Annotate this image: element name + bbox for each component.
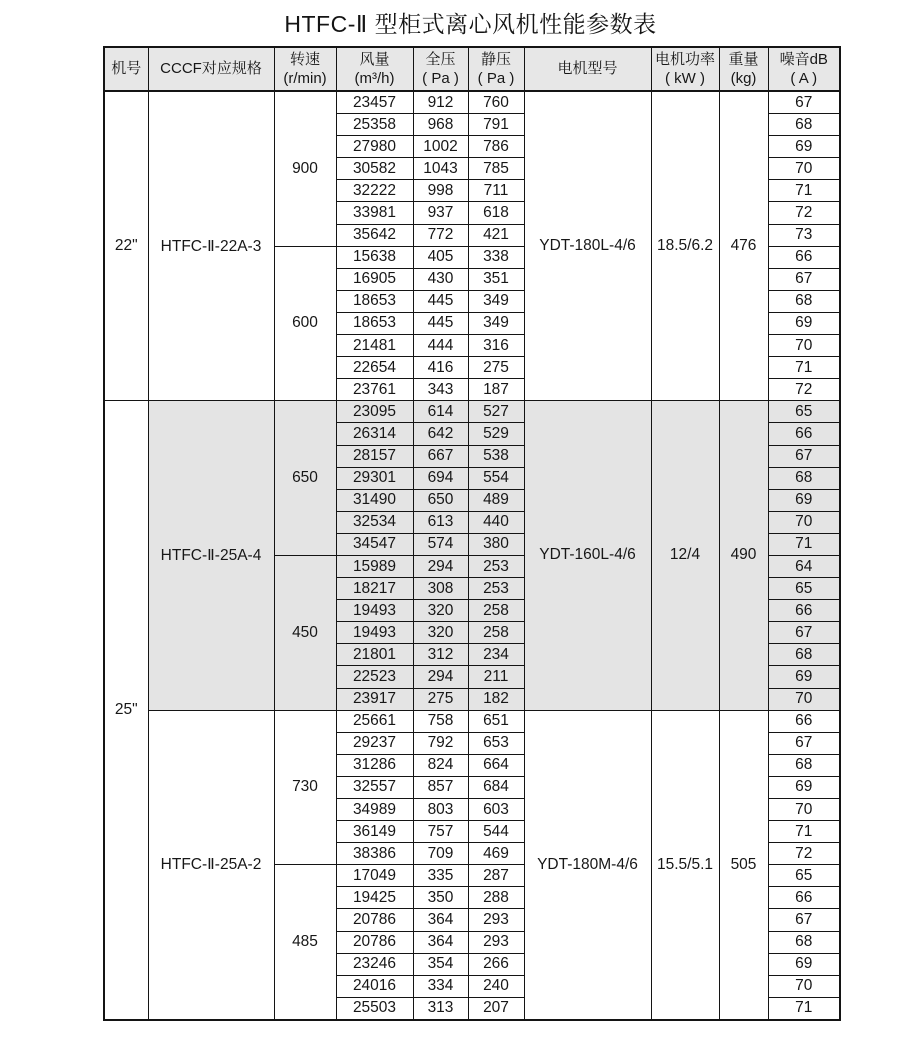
motor-model-cell: YDT-180M-4/6 [524,710,651,1020]
static-pressure-cell: 651 [468,710,524,732]
air-volume-cell: 32557 [336,776,413,798]
noise-cell: 72 [768,379,840,401]
air-volume-cell: 34547 [336,533,413,555]
static-pressure-cell: 653 [468,732,524,754]
col-header-weight [719,47,768,91]
speed-cell: 730 [274,710,336,865]
col-header-label: 转速 [289,50,320,68]
speed-cell: 650 [274,401,336,556]
air-volume-cell: 27980 [336,136,413,158]
static-pressure-cell: 234 [468,644,524,666]
static-pressure-cell: 187 [468,379,524,401]
noise-cell: 68 [768,754,840,776]
noise-cell: 68 [768,644,840,666]
static-pressure-cell: 538 [468,445,524,467]
total-pressure-cell: 313 [413,997,468,1020]
air-volume-cell: 29237 [336,732,413,754]
motor-model-cell: YDT-160L-4/6 [524,401,651,710]
total-pressure-cell: 364 [413,931,468,953]
noise-cell: 69 [768,489,840,511]
col-header-jihao [104,47,148,91]
col-header-speed [274,47,336,91]
air-volume-cell: 17049 [336,865,413,887]
static-pressure-cell: 293 [468,909,524,931]
total-pressure-cell: 334 [413,975,468,997]
static-pressure-cell: 791 [468,114,524,136]
table-row [104,710,840,732]
noise-cell: 70 [768,975,840,997]
noise-cell: 65 [768,865,840,887]
total-pressure-cell: 803 [413,799,468,821]
static-pressure-cell: 288 [468,887,524,909]
col-header-label: 全压 [425,50,456,68]
static-pressure-cell: 554 [468,467,524,489]
air-volume-cell: 23246 [336,953,413,975]
air-volume-cell: 31490 [336,489,413,511]
noise-cell: 71 [768,821,840,843]
total-pressure-cell: 445 [413,312,468,334]
noise-cell: 70 [768,688,840,710]
motor-model-cell: YDT-180L-4/6 [524,91,651,401]
total-pressure-cell: 444 [413,335,468,357]
static-pressure-cell: 527 [468,401,524,423]
static-pressure-cell: 338 [468,246,524,268]
noise-cell: 73 [768,224,840,246]
noise-cell: 71 [768,357,840,379]
air-volume-cell: 23917 [336,688,413,710]
machine-size-cell: 25" [104,401,148,1020]
air-volume-cell: 18653 [336,290,413,312]
air-volume-cell: 30582 [336,158,413,180]
speed-cell: 450 [274,555,336,710]
static-pressure-cell: 786 [468,136,524,158]
total-pressure-cell: 792 [413,732,468,754]
air-volume-cell: 32222 [336,180,413,202]
col-header-label: 电机功率 [654,50,715,68]
noise-cell: 69 [768,666,840,688]
static-pressure-cell: 349 [468,312,524,334]
static-pressure-cell: 182 [468,688,524,710]
noise-cell: 67 [768,268,840,290]
total-pressure-cell: 320 [413,600,468,622]
static-pressure-cell: 380 [468,533,524,555]
col-header-sub: ( A ) [790,70,818,87]
noise-cell: 70 [768,799,840,821]
col-header-label: 噪音dB [779,50,828,68]
total-pressure-cell: 294 [413,666,468,688]
col-header-sub: ( kW ) [665,70,705,87]
static-pressure-cell: 275 [468,357,524,379]
total-pressure-cell: 350 [413,887,468,909]
air-volume-cell: 23457 [336,91,413,114]
static-pressure-cell: 489 [468,489,524,511]
static-pressure-cell: 711 [468,180,524,202]
total-pressure-cell: 824 [413,754,468,776]
col-header-label: 电机型号 [557,60,618,78]
static-pressure-cell: 684 [468,776,524,798]
air-volume-cell: 24016 [336,975,413,997]
total-pressure-cell: 1043 [413,158,468,180]
static-pressure-cell: 211 [468,666,524,688]
air-volume-cell: 18217 [336,578,413,600]
air-volume-cell: 32534 [336,511,413,533]
air-volume-cell: 15638 [336,246,413,268]
motor-power-cell: 12/4 [651,401,719,710]
static-pressure-cell: 785 [468,158,524,180]
air-volume-cell: 20786 [336,931,413,953]
noise-cell: 67 [768,91,840,114]
col-header-total [413,47,468,91]
col-header-sub: (m³/h) [354,70,395,87]
air-volume-cell: 21481 [336,335,413,357]
total-pressure-cell: 335 [413,865,468,887]
total-pressure-cell: 614 [413,401,468,423]
air-volume-cell: 34989 [336,799,413,821]
total-pressure-cell: 312 [413,644,468,666]
static-pressure-cell: 207 [468,997,524,1020]
air-volume-cell: 33981 [336,202,413,224]
static-pressure-cell: 440 [468,511,524,533]
noise-cell: 68 [768,290,840,312]
noise-cell: 67 [768,445,840,467]
static-pressure-cell: 253 [468,555,524,577]
total-pressure-cell: 308 [413,578,468,600]
col-header-noise [768,47,840,91]
noise-cell: 70 [768,335,840,357]
static-pressure-cell: 349 [468,290,524,312]
col-header-label: 风量 [359,50,390,68]
total-pressure-cell: 320 [413,622,468,644]
noise-cell: 66 [768,887,840,909]
motor-power-cell: 15.5/5.1 [651,710,719,1020]
col-header-label: 机号 [111,60,142,78]
static-pressure-cell: 760 [468,91,524,114]
noise-cell: 65 [768,578,840,600]
static-pressure-cell: 544 [468,821,524,843]
table-body [104,91,840,1020]
air-volume-cell: 18653 [336,312,413,334]
col-header-label: CCCF对应规格 [160,60,262,78]
noise-cell: 68 [768,114,840,136]
speed-cell: 485 [274,865,336,1020]
static-pressure-cell: 293 [468,931,524,953]
static-pressure-cell: 253 [468,578,524,600]
noise-cell: 68 [768,931,840,953]
static-pressure-cell: 664 [468,754,524,776]
static-pressure-cell: 421 [468,224,524,246]
fan-performance-table [103,46,841,1021]
noise-cell: 67 [768,732,840,754]
total-pressure-cell: 650 [413,489,468,511]
col-header-label: 静压 [480,50,511,68]
total-pressure-cell: 354 [413,953,468,975]
col-header-sub: ( Pa ) [422,70,459,87]
total-pressure-cell: 405 [413,246,468,268]
noise-cell: 66 [768,246,840,268]
total-pressure-cell: 912 [413,91,468,114]
total-pressure-cell: 667 [413,445,468,467]
air-volume-cell: 26314 [336,423,413,445]
static-pressure-cell: 351 [468,268,524,290]
air-volume-cell: 35642 [336,224,413,246]
air-volume-cell: 28157 [336,445,413,467]
page-title: HTFC-Ⅱ 型柜式离心风机性能参数表 [284,11,657,37]
noise-cell: 67 [768,622,840,644]
noise-cell: 68 [768,467,840,489]
total-pressure-cell: 694 [413,467,468,489]
air-volume-cell: 23095 [336,401,413,423]
col-header-cccf [148,47,274,91]
noise-cell: 70 [768,511,840,533]
air-volume-cell: 19493 [336,600,413,622]
header-row [104,47,840,91]
total-pressure-cell: 574 [413,533,468,555]
col-header-sub: (r/min) [283,70,327,87]
noise-cell: 71 [768,180,840,202]
air-volume-cell: 25661 [336,710,413,732]
col-header-static [468,47,524,91]
total-pressure-cell: 758 [413,710,468,732]
air-volume-cell: 19493 [336,622,413,644]
static-pressure-cell: 258 [468,600,524,622]
noise-cell: 66 [768,710,840,732]
col-header-power [651,47,719,91]
table-row [104,401,840,423]
air-volume-cell: 20786 [336,909,413,931]
total-pressure-cell: 998 [413,180,468,202]
noise-cell: 69 [768,776,840,798]
air-volume-cell: 21801 [336,644,413,666]
col-header-sub: ( Pa ) [477,70,515,87]
col-header-flow [336,47,413,91]
air-volume-cell: 25358 [336,114,413,136]
weight-cell: 490 [719,401,768,710]
noise-cell: 69 [768,953,840,975]
motor-power-cell: 18.5/6.2 [651,91,719,401]
spec-cell: HTFC-Ⅱ-25A-4 [148,401,274,710]
noise-cell: 70 [768,158,840,180]
table-header [104,47,840,91]
noise-cell: 66 [768,600,840,622]
noise-cell: 67 [768,909,840,931]
air-volume-cell: 31286 [336,754,413,776]
col-header-sub: (kg) [730,70,757,87]
noise-cell: 66 [768,423,840,445]
weight-cell: 476 [719,91,768,401]
air-volume-cell: 38386 [336,843,413,865]
air-volume-cell: 29301 [336,467,413,489]
noise-cell: 65 [768,401,840,423]
noise-cell: 71 [768,533,840,555]
noise-cell: 64 [768,555,840,577]
total-pressure-cell: 937 [413,202,468,224]
air-volume-cell: 36149 [336,821,413,843]
noise-cell: 71 [768,997,840,1020]
air-volume-cell: 22523 [336,666,413,688]
speed-cell: 600 [274,246,336,401]
total-pressure-cell: 642 [413,423,468,445]
total-pressure-cell: 294 [413,555,468,577]
air-volume-cell: 19425 [336,887,413,909]
total-pressure-cell: 709 [413,843,468,865]
col-header-label: 重量 [728,50,759,68]
total-pressure-cell: 430 [413,268,468,290]
air-volume-cell: 15989 [336,555,413,577]
static-pressure-cell: 240 [468,975,524,997]
total-pressure-cell: 416 [413,357,468,379]
air-volume-cell: 23761 [336,379,413,401]
noise-cell: 69 [768,312,840,334]
noise-cell: 72 [768,202,840,224]
noise-cell: 72 [768,843,840,865]
air-volume-cell: 16905 [336,268,413,290]
spec-cell: HTFC-Ⅱ-25A-2 [148,710,274,1020]
table-row [104,91,840,114]
weight-cell: 505 [719,710,768,1020]
static-pressure-cell: 258 [468,622,524,644]
total-pressure-cell: 275 [413,688,468,710]
noise-cell: 69 [768,136,840,158]
speed-cell: 900 [274,91,336,246]
static-pressure-cell: 529 [468,423,524,445]
total-pressure-cell: 445 [413,290,468,312]
static-pressure-cell: 603 [468,799,524,821]
air-volume-cell: 22654 [336,357,413,379]
static-pressure-cell: 287 [468,865,524,887]
total-pressure-cell: 364 [413,909,468,931]
total-pressure-cell: 343 [413,379,468,401]
air-volume-cell: 25503 [336,997,413,1020]
total-pressure-cell: 857 [413,776,468,798]
total-pressure-cell: 968 [413,114,468,136]
total-pressure-cell: 1002 [413,136,468,158]
total-pressure-cell: 757 [413,821,468,843]
col-header-motor [524,47,651,91]
spec-cell: HTFC-Ⅱ-22A-3 [148,91,274,401]
static-pressure-cell: 316 [468,335,524,357]
total-pressure-cell: 613 [413,511,468,533]
static-pressure-cell: 469 [468,843,524,865]
total-pressure-cell: 772 [413,224,468,246]
static-pressure-cell: 618 [468,202,524,224]
machine-size-cell: 22" [104,91,148,401]
static-pressure-cell: 266 [468,953,524,975]
